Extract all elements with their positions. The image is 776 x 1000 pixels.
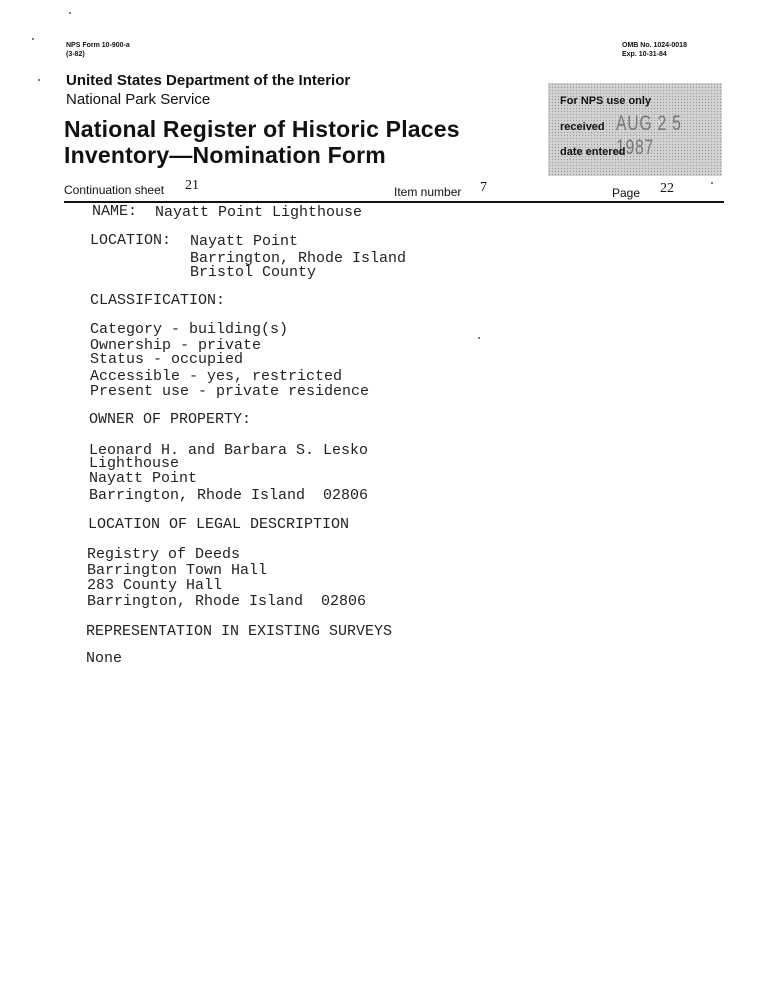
received-label: received [560,121,605,133]
legal-description-line: 283 County Hall [87,577,223,594]
nps-use-only-label: For NPS use only [560,95,652,107]
classification-line: Present use - private residence [90,383,370,400]
owner-line: Lighthouse [89,455,180,472]
omb-number: OMB No. 1024-0018 [622,42,687,49]
classification-line: Ownership - private [90,337,262,354]
name-label: NAME: [92,203,138,220]
form-title-line2: Inventory—Nomination Form [64,142,386,168]
scan-speck [711,182,713,184]
surveys-heading: REPRESENTATION IN EXISTING SURVEYS [86,623,393,640]
page-value: 22 [660,181,674,196]
continuation-sheet-value: 21 [185,178,199,193]
header-divider [64,201,724,203]
classification-heading: CLASSIFICATION: [90,292,226,309]
continuation-sheet-label: Continuation sheet [64,183,165,197]
nps-use-only-box [548,83,722,176]
expiration-date: Exp. 10-31-84 [622,51,667,58]
legal-description-line: Barrington, Rhode Island 02806 [87,593,367,610]
date-entered-label: date entered [560,146,626,158]
location-line: Barrington, Rhode Island [190,250,407,267]
scan-speck [478,337,480,339]
owner-line: Barrington, Rhode Island 02806 [89,487,369,504]
scan-speck [69,12,71,14]
scan-speck [38,79,40,81]
name-value: Nayatt Point Lighthouse [155,204,363,221]
department-heading: United States Department of the Interior [66,72,351,89]
location-label: LOCATION: [90,232,172,249]
legal-description-line: Registry of Deeds [87,546,241,563]
surveys-value: None [86,650,123,667]
received-date-stamp: AUG 2 5 1987 [616,112,682,159]
scan-speck [32,38,34,40]
form-title-line1: National Register of Historic Places [64,116,460,142]
item-number-value: 7 [480,180,487,195]
legal-description-line: Barrington Town Hall [87,562,268,579]
location-line: Nayatt Point [190,233,299,250]
owner-line: Nayatt Point [89,470,198,487]
owner-heading: OWNER OF PROPERTY: [89,411,252,428]
page-label: Page [612,186,641,200]
legal-description-heading: LOCATION OF LEGAL DESCRIPTION [88,516,350,533]
owner-line: Leonard H. and Barbara S. Lesko [89,442,369,459]
location-line: Bristol County [190,264,317,281]
form-revision: (3-82) [66,51,85,58]
item-number-label: Item number [394,185,462,199]
classification-line: Accessible - yes, restricted [90,368,343,385]
classification-line: Category - building(s) [90,321,289,338]
classification-line: Status - occupied [90,351,244,368]
form-number: NPS Form 10-900-a [66,42,130,49]
agency-heading: National Park Service [66,91,211,108]
